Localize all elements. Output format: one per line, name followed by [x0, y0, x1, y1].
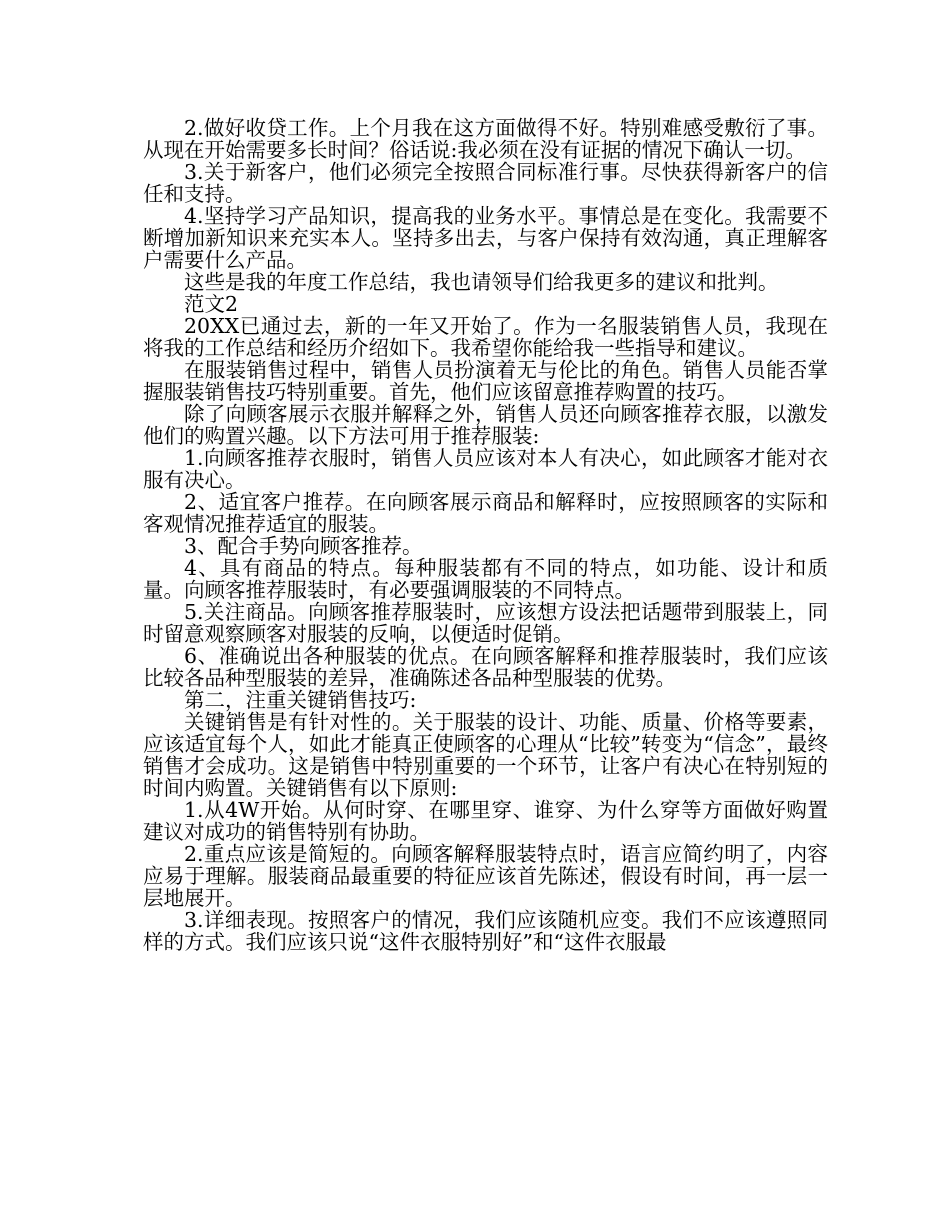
list-item-gestures: 3、配合手势向顾客推荐。: [184, 534, 423, 558]
paragraph-sales-role: 在服装销售过程中，销售人员扮演着无与伦比的角色。销售人员能否掌握服装销售技巧特别重要。首先，他们应该留意推荐购置的技巧。: [143, 358, 828, 404]
paragraph-product-knowledge: 4.坚持学习产品知识，提高我的业务水平。事情总是在变化。我需要不断增加新知识来充实本人。坚持多出去，与客户保持有效沟通，真正理解客户需要什么产品。: [143, 204, 828, 272]
paragraph-key-selling: 关键销售是有针对性的。关于服装的设计、功能、质量、价格等要素，应该适宜每个人，如此才能真正使顾客的心理从“比较”转变为“信念”，最终销售才会成功。这是销售中特别重要的一个环节，让客户有决心在特别短的时间内购置。关键销售有以下原则:: [143, 710, 828, 800]
paragraph-collection-item-2: 2.做好收贷工作。上个月我在这方面做得不好。特别难感受敷衍了事。从现在开始需要多长时间？俗话说:我必须在没有证据的情况下确认一切。: [143, 116, 828, 162]
list-item-brief: 2.重点应该是简短的。向顾客解释服装特点时，语言应简约明了，内容应易于理解。服装商品最重要的特征应该首先陈述，假设有时间，再一层一层地展开。: [143, 842, 828, 910]
paragraph-intro: 20XX已通过去，新的一年又开始了。作为一名服装销售人员，我现在将我的工作总结和经历介绍如下。我希望你能给我一些指导和建议。: [143, 314, 828, 360]
list-item-product-features: 4、具有商品的特点。每种服装都有不同的特点，如功能、设计和质量。向顾客推荐服装时，有必要强调服装的不同特点。: [143, 556, 828, 602]
list-item-suitable-recommend: 2、适宜客户推荐。在向顾客展示商品和解释时，应按照顾客的实际和客观情况推荐适宜的服装。: [143, 490, 828, 536]
paragraph-recommend-methods: 除了向顾客展示衣服并解释之外，销售人员还向顾客推荐衣服，以激发他们的购置兴趣。以下方法可用于推荐服装:: [143, 402, 828, 448]
paragraph-closing-summary: 这些是我的年度工作总结，我也请领导们给我更多的建议和批判。: [184, 270, 779, 294]
list-item-focus-product: 5.关注商品。向顾客推荐服装时，应该想方设法把话题带到服装上，同时留意观察顾客对服装的反响，以便适时促销。: [143, 600, 828, 646]
section-heading-sample-2: 范文2: [184, 292, 239, 316]
paragraph-new-clients: 3.关于新客户，他们必须完全按照合同标准行事。尽快获得新客户的信任和支持。: [143, 160, 828, 206]
list-item-confidence: 1.向顾客推荐衣服时，销售人员应该对本人有决心，如此顾客才能对衣服有决心。: [143, 446, 828, 492]
document-body: [143, 117, 828, 953]
list-item-advantages: 6、准确说出各种服装的优点。在向顾客解释和推荐服装时，我们应该比较各品种型服装的差异，准确陈述各品种型服装的优势。: [143, 644, 828, 690]
section-heading-key-skills: 第二，注重关键销售技巧:: [184, 688, 417, 712]
list-item-detailed: 3.详细表现。按照客户的情况，我们应该随机应变。我们不应该遵照同样的方式。我们应该只说“这件衣服特别好”和“这件衣服最: [143, 908, 828, 954]
list-item-4w: 1.从4W开始。从何时穿、在哪里穿、谁穿、为什么穿等方面做好购置建议对成功的销售特别有协助。: [143, 798, 828, 844]
